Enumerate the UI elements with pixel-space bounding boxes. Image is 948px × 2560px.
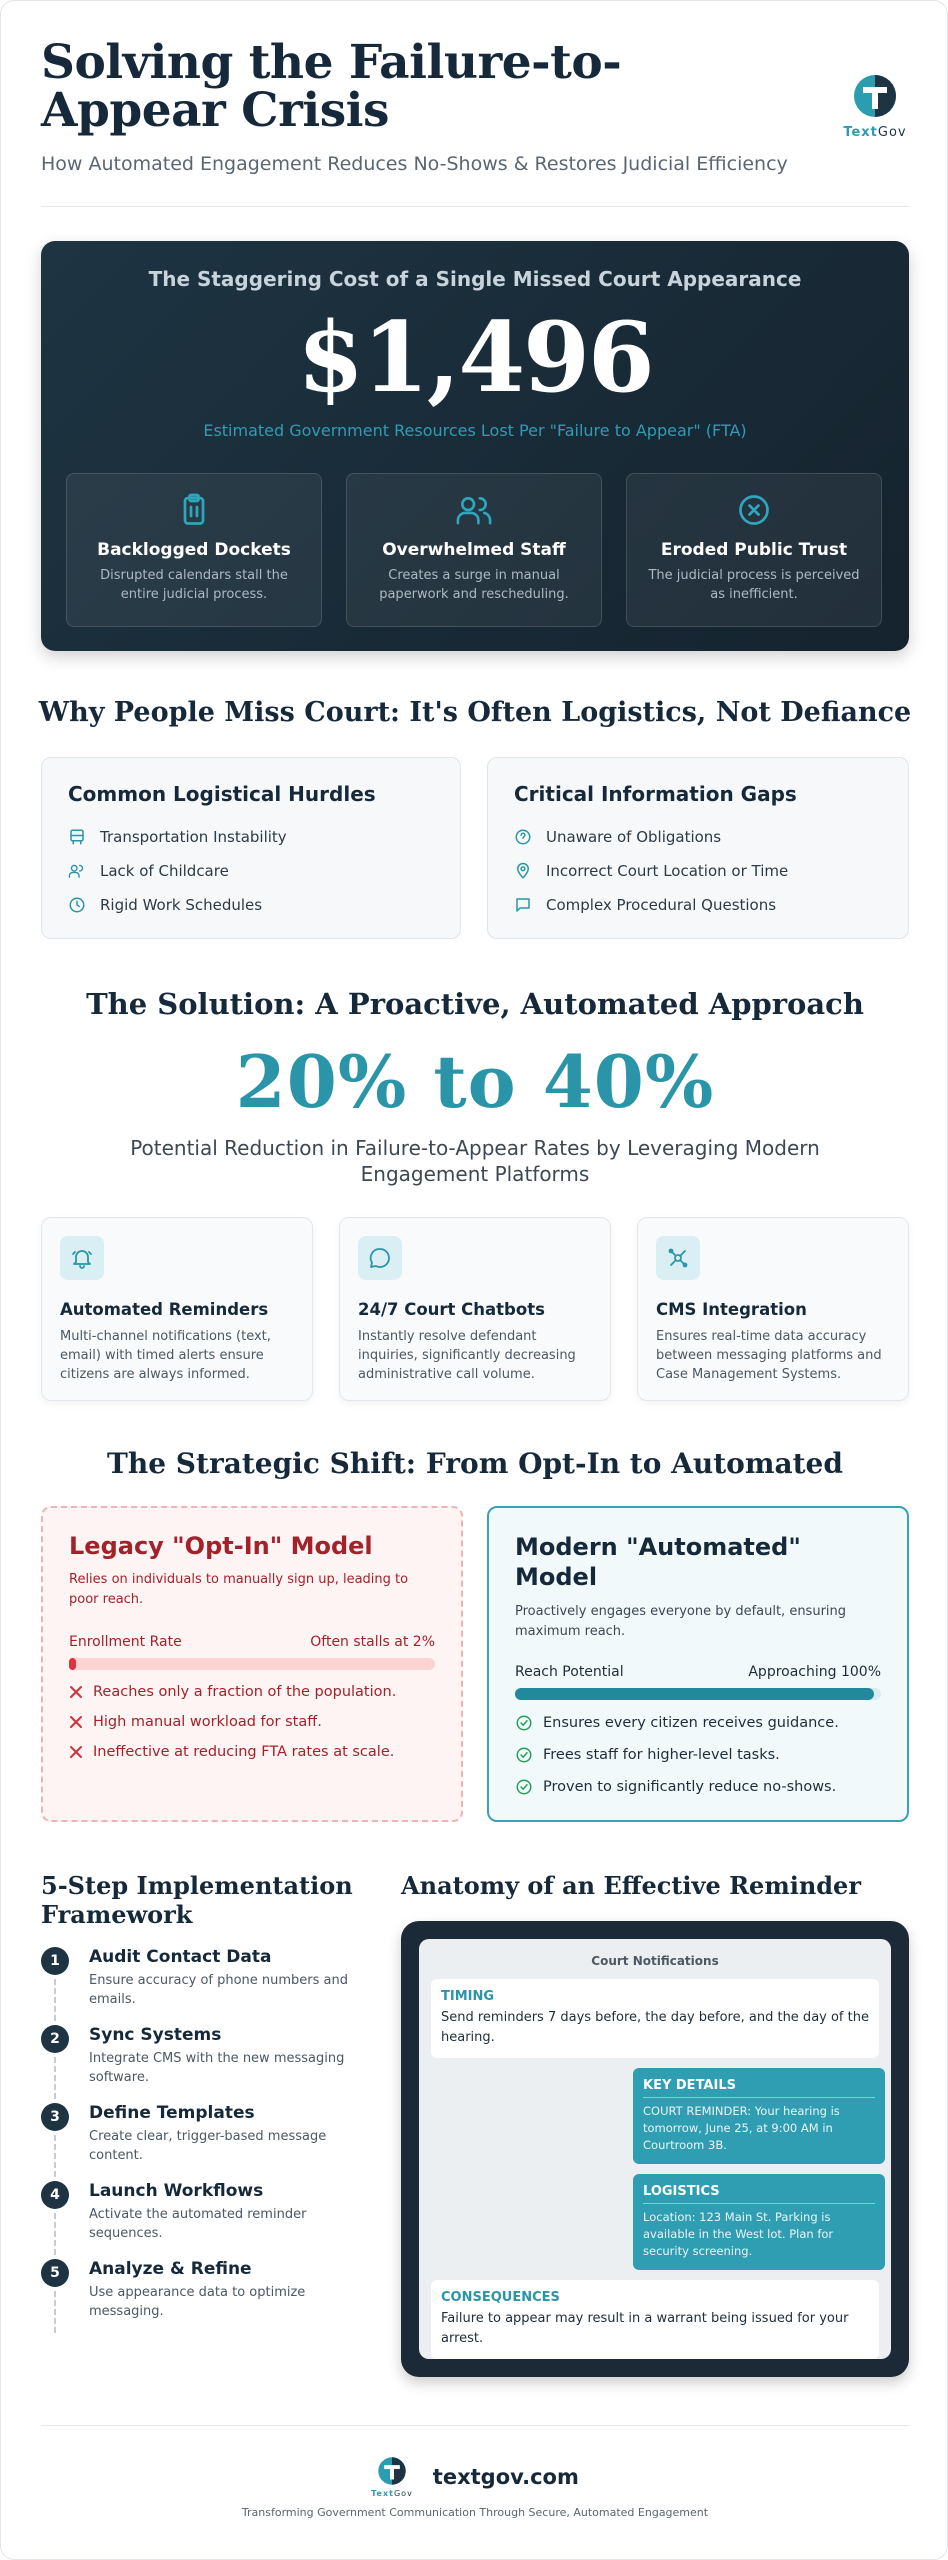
feature-title: Automated Reminders bbox=[60, 1300, 269, 1319]
bar-label: Enrollment Rate bbox=[69, 1634, 182, 1650]
step-title: Analyze & Refine bbox=[89, 2259, 252, 2279]
chatbot-icon bbox=[368, 1246, 392, 1270]
page-subtitle: How Automated Engagement Reduces No-Shows & Restores Judicial Efficiency bbox=[41, 153, 788, 175]
steps-list bbox=[41, 1947, 381, 2337]
list-item: Incorrect Court Location or Time bbox=[514, 854, 882, 888]
logo-text: TextGov bbox=[843, 125, 907, 140]
modern-title: Modern "Automated" Model bbox=[515, 1533, 801, 1591]
clipboard-icon bbox=[176, 492, 212, 528]
cost-card-desc: Creates a surge in manual paperwork and rescheduling. bbox=[379, 568, 569, 602]
bar-value: Approaching 100% bbox=[748, 1664, 881, 1680]
message-label: TIMING bbox=[441, 1989, 495, 2004]
message-consequences bbox=[431, 2280, 879, 2359]
step-desc: Integrate CMS with the new messaging software. bbox=[89, 2051, 345, 2085]
step-item bbox=[41, 1947, 381, 2025]
message-key-details bbox=[633, 2068, 885, 2164]
x-mark-icon bbox=[69, 1685, 83, 1699]
feature-card-cms bbox=[637, 1217, 909, 1401]
reach-fill bbox=[515, 1688, 874, 1700]
integration-icon bbox=[666, 1246, 690, 1270]
bar-value: Often stalls at 2% bbox=[310, 1634, 435, 1650]
cost-card-desc: Disrupted calendars stall the entire judicial process. bbox=[100, 568, 288, 602]
feature-title: 24/7 Court Chatbots bbox=[358, 1300, 545, 1319]
textgov-logo[interactable] bbox=[841, 73, 909, 140]
footer-url[interactable]: textgov.com bbox=[432, 2465, 579, 2489]
step-desc: Create clear, trigger-based message content. bbox=[89, 2129, 327, 2163]
modern-model-card bbox=[487, 1506, 909, 1822]
feature-card-chatbots bbox=[339, 1217, 611, 1401]
message-label: KEY DETAILS bbox=[643, 2078, 875, 2098]
list-item: Ensures every citizen receives guidance. bbox=[515, 1714, 881, 1732]
cost-card-title: Overwhelmed Staff bbox=[382, 540, 566, 560]
step-title: Define Templates bbox=[89, 2103, 255, 2123]
reduction-stat: 20% to 40% bbox=[235, 1039, 715, 1124]
cost-panel bbox=[41, 241, 909, 651]
list-item: High manual workload for staff. bbox=[69, 1714, 435, 1730]
feature-desc: Instantly resolve defendant inquiries, significantly decreasing administrative call volume. bbox=[358, 1329, 576, 1382]
step-item bbox=[41, 2181, 381, 2259]
message-text: Send reminders 7 days before, the day before, and the day of the hearing. bbox=[441, 2010, 869, 2045]
feature-desc: Multi-channel notifications (text, email) with timed alerts ensure citizens are always informed. bbox=[60, 1329, 271, 1382]
reach-progress-bar bbox=[515, 1688, 881, 1700]
list-item: Complex Procedural Questions bbox=[514, 888, 882, 922]
question-icon bbox=[514, 828, 532, 846]
feature-card-reminders bbox=[41, 1217, 313, 1401]
cost-card-title: Eroded Public Trust bbox=[660, 540, 848, 560]
enrollment-progress-bar bbox=[69, 1658, 435, 1670]
step-number: 3 bbox=[41, 2103, 69, 2131]
header bbox=[41, 35, 909, 207]
legacy-model-card bbox=[41, 1506, 463, 1822]
x-mark-icon bbox=[69, 1745, 83, 1759]
message-label: CONSEQUENCES bbox=[441, 2290, 560, 2305]
footer-tagline: Transforming Government Communication Through Secure, Automated Engagement bbox=[241, 2506, 709, 2519]
message-text: Failure to appear may result in a warrant being issued for your arrest. bbox=[441, 2311, 849, 2346]
step-title: Audit Contact Data bbox=[89, 1947, 272, 1967]
chat-bubble-icon bbox=[514, 896, 532, 914]
logo-mark-icon bbox=[852, 73, 898, 119]
feature-desc: Ensures real-time data accuracy between messaging platforms and Case Management Systems. bbox=[656, 1329, 882, 1382]
phone-screen bbox=[419, 1939, 891, 2359]
step-item bbox=[41, 2025, 381, 2103]
why-section-title: Why People Miss Court: It's Often Logistics, Not Defiance bbox=[38, 697, 912, 728]
phone-mockup bbox=[401, 1921, 909, 2377]
steps-title: 5-Step Implementation Framework bbox=[41, 1871, 353, 1929]
clock-icon bbox=[68, 896, 86, 914]
list-item: Proven to significantly reduce no-shows. bbox=[515, 1778, 881, 1796]
step-item bbox=[41, 2103, 381, 2181]
modern-bar-labels bbox=[515, 1664, 881, 1680]
feature-title: CMS Integration bbox=[656, 1300, 807, 1319]
legacy-desc: Relies on individuals to manually sign up, leading to poor reach. bbox=[69, 1572, 409, 1607]
step-desc: Use appearance data to optimize messaging. bbox=[89, 2285, 306, 2319]
cost-card-dockets bbox=[66, 473, 322, 627]
list-item: Frees staff for higher-level tasks. bbox=[515, 1746, 881, 1764]
list-item: Ineffective at reducing FTA rates at scale. bbox=[69, 1744, 435, 1760]
message-timing bbox=[431, 1979, 879, 2058]
message-label: LOGISTICS bbox=[643, 2184, 875, 2204]
message-logistics bbox=[633, 2174, 885, 2270]
enrollment-fill bbox=[69, 1658, 76, 1670]
footer bbox=[41, 2425, 909, 2525]
step-number: 2 bbox=[41, 2025, 69, 2053]
anatomy-title: Anatomy of an Effective Reminder bbox=[401, 1871, 861, 1900]
footer-brand bbox=[41, 2456, 909, 2498]
modern-desc: Proactively engages everyone by default, ensuring maximum reach. bbox=[515, 1604, 847, 1639]
cost-card-trust bbox=[626, 473, 882, 627]
childcare-icon bbox=[68, 862, 86, 880]
cost-card-desc: The judicial process is perceived as inefficient. bbox=[648, 568, 860, 602]
step-desc: Activate the automated reminder sequences. bbox=[89, 2207, 307, 2241]
legacy-bar-labels bbox=[69, 1634, 435, 1650]
solution-title: The Solution: A Proactive, Automated Approach bbox=[86, 987, 864, 1021]
hurdles-card bbox=[41, 757, 461, 939]
gaps-card bbox=[487, 757, 909, 939]
page-title: Solving the Failure-to-Appear Crisis bbox=[41, 35, 622, 138]
step-desc: Ensure accuracy of phone numbers and emails. bbox=[89, 1973, 349, 2007]
location-pin-icon bbox=[514, 862, 532, 880]
cost-heading: The Staggering Cost of a Single Missed Court Appearance bbox=[148, 267, 802, 291]
x-circle-icon bbox=[736, 492, 772, 528]
step-number: 5 bbox=[41, 2259, 69, 2287]
legacy-title: Legacy "Opt-In" Model bbox=[69, 1532, 373, 1560]
cost-card-staff bbox=[346, 473, 602, 627]
step-item bbox=[41, 2259, 381, 2337]
step-number: 4 bbox=[41, 2181, 69, 2209]
check-circle-icon bbox=[515, 1746, 533, 1764]
cost-amount: $1,496 bbox=[297, 301, 653, 414]
message-text: Location: 123 Main St. Parking is available in the West lot. Plan for security screening. bbox=[643, 2210, 834, 2258]
screen-title: Court Notifications bbox=[591, 1954, 719, 1968]
cost-caption: Estimated Government Resources Lost Per "Failure to Appear" (FTA) bbox=[203, 421, 747, 440]
step-title: Launch Workflows bbox=[89, 2181, 264, 2201]
list-item: Unaware of Obligations bbox=[514, 820, 882, 854]
bell-icon bbox=[70, 1246, 94, 1270]
list-item: Transportation Instability bbox=[68, 820, 434, 854]
step-number: 1 bbox=[41, 1947, 69, 1975]
reduction-caption: Potential Reduction in Failure-to-Appear Rates by Leveraging Modern Engagement Platforms bbox=[130, 1136, 820, 1186]
gaps-title: Critical Information Gaps bbox=[514, 782, 797, 806]
check-circle-icon bbox=[515, 1714, 533, 1732]
footer-logo[interactable]: TextGov bbox=[371, 2456, 413, 2498]
step-title: Sync Systems bbox=[89, 2025, 222, 2045]
hurdles-title: Common Logistical Hurdles bbox=[68, 782, 376, 806]
bus-icon bbox=[68, 828, 86, 846]
logo-mark-icon bbox=[377, 2456, 407, 2486]
check-circle-icon bbox=[515, 1778, 533, 1796]
list-item: Lack of Childcare bbox=[68, 854, 434, 888]
x-mark-icon bbox=[69, 1715, 83, 1729]
shift-title: The Strategic Shift: From Opt-In to Automated bbox=[107, 1447, 843, 1480]
message-text: COURT REMINDER: Your hearing is tomorrow, June 25, at 9:00 AM in Courtroom 3B. bbox=[643, 2104, 840, 2152]
users-icon bbox=[455, 492, 493, 528]
bar-label: Reach Potential bbox=[515, 1664, 624, 1680]
list-item: Rigid Work Schedules bbox=[68, 888, 434, 922]
list-item: Reaches only a fraction of the population. bbox=[69, 1684, 435, 1700]
cost-card-title: Backlogged Dockets bbox=[97, 540, 291, 560]
